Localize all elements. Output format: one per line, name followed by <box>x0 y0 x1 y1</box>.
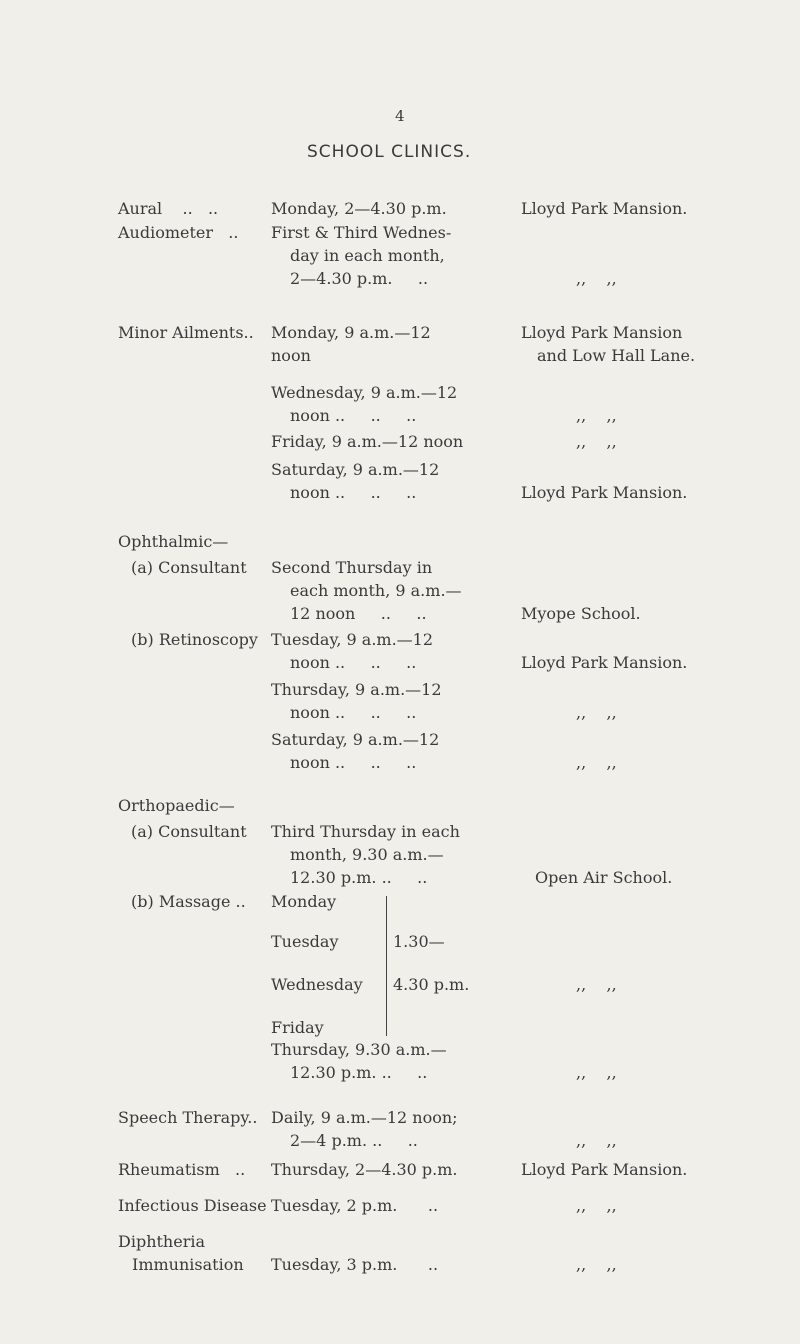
ophthalmic-thu-1: Thursday, 9 a.m.—12 <box>271 680 442 699</box>
diphtheria-label-2: Immunisation <box>132 1255 244 1274</box>
orthopaedic-consultant-1: Third Thursday in each <box>271 822 460 841</box>
orthopaedic-consultant-label: (a) Consultant <box>131 822 247 841</box>
aural-label: Aural .. .. <box>118 199 219 218</box>
ophthalmic-consultant-label: (a) Consultant <box>131 558 247 577</box>
speech-ditto: ,, ,, <box>576 1131 617 1150</box>
ophthalmic-consultant-place: Myope School. <box>521 604 641 623</box>
diphtheria-ditto: ,, ,, <box>576 1255 617 1274</box>
orthopaedic-consultant-2: month, 9.30 a.m.— <box>290 845 444 864</box>
orthopaedic-consultant-3: 12.30 p.m. .. .. <box>290 868 428 887</box>
speech-label: Speech Therapy.. <box>118 1108 258 1127</box>
diphtheria-label-1: Diphtheria <box>118 1232 205 1251</box>
diphtheria-time: Tuesday, 3 p.m. .. <box>271 1255 439 1274</box>
audiometer-time-3: 2—4.30 p.m. .. <box>290 269 429 288</box>
minor-wed-1: Wednesday, 9 a.m.—12 <box>271 383 458 402</box>
ophthalmic-heading: Ophthalmic— <box>118 532 229 551</box>
page-number: 4 <box>395 107 405 125</box>
infectious-label: Infectious Disease <box>118 1196 267 1215</box>
minor-mon-2: noon <box>271 346 311 365</box>
massage-ditto: ,, ,, <box>576 975 617 994</box>
ophthalmic-sat-2: noon .. .. .. <box>290 753 417 772</box>
massage-day-friday: Friday <box>271 1018 324 1037</box>
speech-time-2: 2—4 p.m. .. .. <box>290 1131 418 1150</box>
orthopaedic-heading: Orthopaedic— <box>118 796 235 815</box>
speech-time-1: Daily, 9 a.m.—12 noon; <box>271 1108 458 1127</box>
minor-mon-place-2: and Low Hall Lane. <box>537 346 696 365</box>
aural-time: Monday, 2—4.30 p.m. <box>271 199 447 218</box>
orthopaedic-thu-1: Thursday, 9.30 a.m.— <box>271 1040 447 1059</box>
audiometer-time-1: First & Third Wednes- <box>271 223 452 242</box>
ophthalmic-consultant-1: Second Thursday in <box>271 558 433 577</box>
ophthalmic-tue-place: Lloyd Park Mansion. <box>521 653 688 672</box>
orthopaedic-thu-2: 12.30 p.m. .. .. <box>290 1063 428 1082</box>
minor-wed-ditto: ,, ,, <box>576 406 617 425</box>
massage-day-monday: Monday <box>271 892 337 911</box>
ophthalmic-retinoscopy-label: (b) Retinoscopy <box>131 630 258 649</box>
ophthalmic-sat-1: Saturday, 9 a.m.—12 <box>271 730 440 749</box>
rheumatism-label: Rheumatism .. <box>118 1160 246 1179</box>
ophthalmic-sat-ditto: ,, ,, <box>576 753 617 772</box>
ophthalmic-tue-1: Tuesday, 9 a.m.—12 <box>271 630 434 649</box>
rheumatism-time: Thursday, 2—4.30 p.m. <box>271 1160 458 1179</box>
minor-mon-place-1: Lloyd Park Mansion <box>521 323 683 342</box>
massage-day-wednesday: Wednesday <box>271 975 363 994</box>
audiometer-label: Audiometer .. <box>118 223 239 242</box>
infectious-time: Tuesday, 2 p.m. .. <box>271 1196 439 1215</box>
aural-place: Lloyd Park Mansion. <box>521 199 688 218</box>
infectious-ditto: ,, ,, <box>576 1196 617 1215</box>
massage-day-tuesday: Tuesday <box>271 932 339 951</box>
audiometer-time-2: day in each month, <box>290 246 445 265</box>
massage-brace <box>386 896 387 1036</box>
massage-time-1: 1.30— <box>393 932 445 951</box>
orthopaedic-consultant-place: Open Air School. <box>535 868 673 887</box>
orthopaedic-thu-ditto: ,, ,, <box>576 1063 617 1082</box>
minor-mon-1: Monday, 9 a.m.—12 <box>271 323 431 342</box>
rheumatism-place: Lloyd Park Mansion. <box>521 1160 688 1179</box>
audiometer-ditto: ,, ,, <box>576 269 617 288</box>
minor-label: Minor Ailments.. <box>118 323 254 342</box>
ophthalmic-consultant-3: 12 noon .. .. <box>290 604 427 623</box>
orthopaedic-massage-label: (b) Massage .. <box>131 892 246 911</box>
minor-wed-2: noon .. .. .. <box>290 406 417 425</box>
massage-time-2: 4.30 p.m. <box>393 975 470 994</box>
minor-sat-2: noon .. .. .. <box>290 483 417 502</box>
page-title: SCHOOL CLINICS. <box>307 142 472 162</box>
minor-sat-1: Saturday, 9 a.m.—12 <box>271 460 440 479</box>
minor-sat-place: Lloyd Park Mansion. <box>521 483 688 502</box>
ophthalmic-thu-ditto: ,, ,, <box>576 703 617 722</box>
minor-fri: Friday, 9 a.m.—12 noon <box>271 432 464 451</box>
ophthalmic-thu-2: noon .. .. .. <box>290 703 417 722</box>
minor-fri-ditto: ,, ,, <box>576 432 617 451</box>
ophthalmic-tue-2: noon .. .. .. <box>290 653 417 672</box>
ophthalmic-consultant-2: each month, 9 a.m.— <box>290 581 462 600</box>
